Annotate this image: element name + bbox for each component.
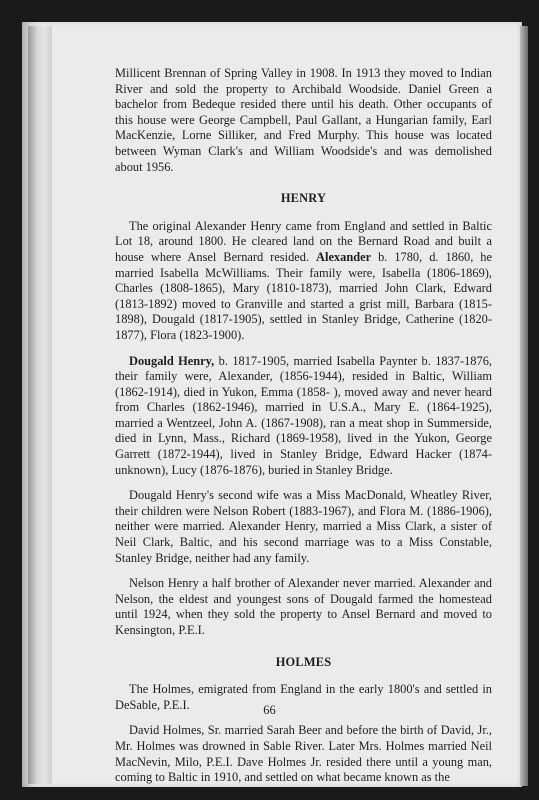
paragraph-henry-1	[115, 219, 492, 344]
paragraph-holmes-1: The Holmes, emigrated from England in the early 1800's and settled in DeSable, P.E.I.	[115, 682, 492, 712]
text-span: b. 1817-1905, married Isabella Paynter b. 1837-1876, their family were, Alexander, (1856-1944), resided in Baltic, William (1862-1914), died in Yukon, Emma (1858- ), moved away and never heard from Charles (1862-1946), married in U.S.A., Mary E. (1864-1925), married a Wentzeel, John A. (1867-1908), ran a meat shop in Summerside, died in Lynn, Mass., Richard (1869-1958), lived in the Yukon, George Garrett (1872-1944), lived in Stanley Bridge, Edward Hacker (1874-unknown), Lucy (1876-1876), buried in Stanley Bridge.	[115, 353, 492, 477]
paragraph-henry-2	[115, 354, 492, 479]
heading-holmes: HOLMES	[275, 654, 332, 669]
paragraph-henry-4: Nelson Henry a half brother of Alexander never married. Alexander and Nelson, the eldest and youngest sons of Dougald farmed the homestead until 1924, when they sold the property to Ansel Bernard and moved to Kensington, P.E.I.	[115, 576, 492, 637]
bold-name: Alexander	[316, 249, 372, 264]
heading-henry: HENRY	[280, 191, 327, 206]
text-span: b. 1780, d. 1860, he married Isabella McWilliams. Their family were, Isabella (1806-1869), Charles (1808-1865), Mary (1810-1873), married John Clark, Edward (1813-1892) moved to Granville and started a grist mill, Barbara (1815-1898), Dougald (1817-1905), settled in Stanley Bridge, Catherine (1820-1877), Flora (1823-1900).	[115, 249, 492, 342]
paragraph-holmes-2: David Holmes, Sr. married Sarah Beer and before the birth of David, Jr., Mr. Holmes was drowned in Sable River. Later Mrs. Holmes married Neil MacNevin, Milo, P.E.I. Dave Holmes Jr. resided there until a young man, coming to Baltic in 1910, and settled on what became known as the	[115, 723, 492, 785]
text-span: The original Alexander Henry came from England and settled in Baltic Lot 18, around 1800. He cleared land on the Bernard Road and built a house where Ansel Bernard resided.	[115, 218, 492, 264]
paragraph-intro: Millicent Brennan of Spring Valley in 1908. In 1913 they moved to Indian River and sold the property to Archibald Woodside. Daniel Green a bachelor from Bedeque resided there until his death. Other occupants of this house were George Campbell, Paul Gallant, a Hungarian family, Earl MacKenzie, Lorne Silliker, and Fred Murphy. This house was located between Wyman Clark's and William Woodside's and was demolished about 1956.	[115, 66, 492, 174]
page-gutter	[28, 26, 52, 784]
page-content	[115, 66, 492, 796]
paragraph-henry-3: Dougald Henry's second wife was a Miss MacDonald, Wheatley River, their children were Nelson Robert (1883-1967), and Flora M. (1886-1906), neither were married. Alexander Henry, married a Miss Clark, a sister of Neil Clark, Baltic, and his second marriage was to a Miss Constable, Stanley Bridge, neither had any family.	[115, 488, 492, 565]
bold-name: Dougald Henry,	[129, 353, 215, 368]
page-edge	[520, 26, 528, 786]
page-number: 66	[263, 703, 276, 717]
